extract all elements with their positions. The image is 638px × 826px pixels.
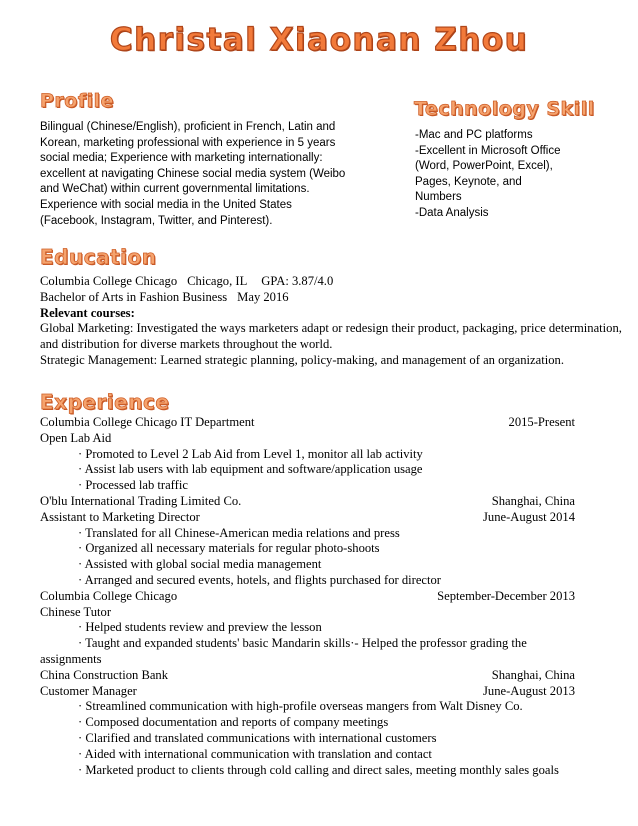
- graduation-date: May 2016: [237, 289, 289, 304]
- job-bullet: · Streamlined communication with high-profile overseas mangers from Walt Disney Co.: [78, 699, 523, 714]
- profile-line: (Facebook, Instagram, Twitter, and Pinterest).: [40, 214, 273, 227]
- job-org-row: [40, 589, 575, 605]
- candidate-name: Christal Xiaonan Zhou: [109, 22, 529, 58]
- job-org-row: [40, 668, 575, 684]
- education-section: [40, 274, 630, 369]
- job-title-row: [40, 684, 575, 700]
- job-location: Shanghai, China: [491, 493, 575, 508]
- job-bullet: · Composed documentation and reports of company meetings: [78, 715, 389, 730]
- job-title: Assistant to Marketing Director: [40, 509, 200, 524]
- job-date: September-December 2013: [437, 588, 575, 603]
- job-org-row: [40, 494, 575, 510]
- job-bullet: · Organized all necessary materials for regular photo-shoots: [78, 541, 380, 556]
- gpa: GPA: 3.87/4.0: [261, 274, 334, 288]
- job-org: China Construction Bank: [40, 667, 169, 682]
- job-bullet: · Helped students review and preview the lesson: [78, 620, 322, 635]
- profile-line: and WeChat) within current governmental limitations.: [40, 183, 310, 196]
- job-title: Customer Manager: [40, 683, 137, 698]
- technology-line: -Mac and PC platforms: [415, 129, 533, 141]
- technology-heading: Technology Skill: [414, 98, 595, 120]
- profile-line: Experience with social media in the United States: [40, 198, 292, 211]
- education-degree-line: [40, 290, 630, 306]
- experience-heading: Experience: [40, 390, 170, 414]
- school-name: Columbia College Chicago: [40, 274, 178, 288]
- job-org: Columbia College Chicago IT Department: [40, 415, 255, 429]
- job-bullet: · Clarified and translated communications with international customers: [78, 730, 437, 745]
- profile-line: Korean, marketing professional with experience in 5 years: [40, 136, 336, 149]
- job-bullet: · Marketed product to clients through cold calling and direct sales, meeting monthly sales goals: [78, 762, 559, 777]
- job-bullet: · Aided with international communication with translation and contact: [78, 746, 432, 761]
- technology-line: Pages, Keynote, and: [415, 175, 522, 188]
- course-line: Strategic Management: Learned strategic planning, policy-making, and management of an organization.: [40, 352, 564, 367]
- profile-text: [40, 120, 370, 229]
- job-date: 2015-Present: [508, 415, 575, 429]
- job-date: June-August 2014: [483, 509, 575, 524]
- job-bullet: · Translated for all Chinese-American media relations and press: [78, 525, 400, 540]
- job-bullet-continuation: assignments: [40, 651, 102, 666]
- job-title: Chinese Tutor: [40, 604, 112, 619]
- job-org-row: [40, 415, 575, 431]
- job-bullet: · Assisted with global social media management: [78, 557, 322, 572]
- technology-line: -Data Analysis: [415, 206, 489, 219]
- job-title: Open Lab Aid: [40, 430, 112, 445]
- job-org: O'blu International Trading Limited Co.: [40, 493, 242, 508]
- school-location: Chicago, IL: [187, 274, 248, 288]
- technology-line: Numbers: [415, 191, 462, 204]
- profile-line: excellent at navigating Chinese social media system (Weibo: [40, 167, 346, 180]
- job-bullet: · Promoted to Level 2 Lab Aid from Level 1, monitor all lab activity: [78, 446, 423, 461]
- job-title-row: [40, 431, 575, 447]
- job-bullet: · Taught and expanded students' basic Mandarin skills·- Helped the professor grading the: [78, 636, 527, 651]
- job-bullet: · Arranged and secured events, hotels, and flights purchased for director: [78, 572, 441, 587]
- course-line: and distribution for diverse markets throughout the world.: [40, 337, 333, 352]
- technology-list: [415, 128, 605, 222]
- education-heading: Education: [40, 245, 157, 269]
- courses-label: Relevant courses:: [40, 305, 135, 320]
- profile-line: Bilingual (Chinese/English), proficient in French, Latin and: [40, 121, 336, 133]
- job-bullet: · Processed lab traffic: [78, 478, 188, 493]
- job-org: Columbia College Chicago: [40, 588, 178, 603]
- profile-heading: Profile: [40, 90, 115, 112]
- job-title-row: [40, 605, 575, 621]
- job-location: Shanghai, China: [491, 667, 575, 682]
- degree: Bachelor of Arts in Fashion Business: [40, 289, 228, 304]
- course-line: Global Marketing: Investigated the ways marketers adapt or redesign their product, packaging, price determination,: [40, 321, 622, 336]
- education-school-line: [40, 274, 630, 290]
- job-title-row: [40, 510, 575, 526]
- experience-section: [40, 415, 575, 778]
- job-date: June-August 2013: [483, 683, 575, 698]
- job-bullet: · Assist lab users with lab equipment and software/application usage: [78, 462, 423, 477]
- technology-line: -Excellent in Microsoft Office: [415, 144, 561, 157]
- technology-line: (Word, PowerPoint, Excel),: [415, 160, 553, 173]
- profile-line: social media; Experience with marketing internationally:: [40, 152, 323, 165]
